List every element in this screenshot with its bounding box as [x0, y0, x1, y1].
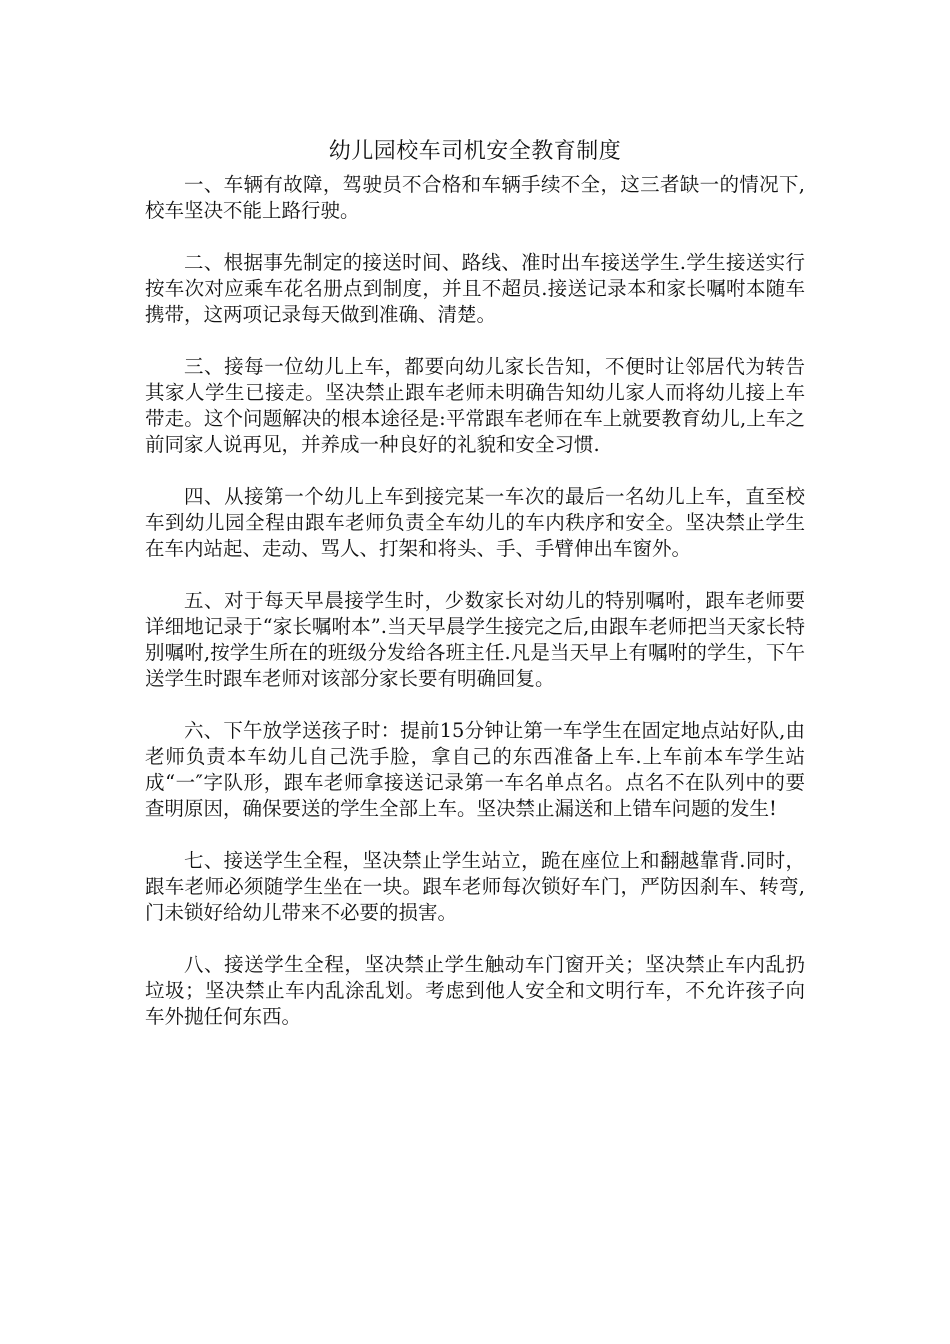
document-title: 幼儿园校车司机安全教育制度 — [328, 139, 622, 164]
section-3-paragraph: 三、接每一位幼儿上车，都要向幼儿家长告知，不便时让邻居代为转告其家人学生已接走。坚决禁止跟车老师未明确告知幼儿家人而将幼儿接上车带走。这个问题解决的根本途径是:平常跟车老师在车上就要教育幼儿,上车之前同家人说再见，并养成一种良好的礼貌和安全习惯. — [145, 355, 805, 456]
document-body — [145, 138, 805, 1030]
section-7-paragraph: 七、接送学生全程，坚决禁止学生站立，跪在座位上和翻越靠背.同时，跟车老师必须随学生坐在一块。跟车老师每次锁好车门，严防因刹车、转弯,门未锁好给幼儿带来不必要的损害。 — [145, 849, 805, 924]
section-5-paragraph: 五、对于每天早晨接学生时，少数家长对幼儿的特别嘱咐，跟车老师要详细地记录于“家长嘱咐本”.当天早晨学生接完之后,由跟车老师把当天家长特别嘱咐,按学生所在的班级分发给各班主任.凡是当天早上有嘱咐的学生，下午送学生时跟车老师对该部分家长要有明确回复。 — [145, 589, 805, 690]
section-6-paragraph: 六、下午放学送孩子时：提前15分钟让第一车学生在固定地点站好队,由老师负责本车幼儿自己洗手脸，拿自己的东西准备上车.上车前本车学生站成“一″字队形，跟车老师拿接送记录第一车名单点名。点名不在队列中的要查明原因，确保要送的学生全部上车。坚决禁止漏送和上错车问题的发生! — [145, 719, 805, 820]
section-4-paragraph: 四、从接第一个幼儿上车到接完某一车次的最后一名幼儿上车，直至校车到幼儿园全程由跟车老师负责全车幼儿的车内秩序和安全。坚决禁止学生在车内站起、走动、骂人、打架和将头、手、手臂伸出车窗外。 — [145, 485, 805, 560]
section-1-paragraph: 一、车辆有故障，驾驶员不合格和车辆手续不全，这三者缺一的情况下,校车坚决不能上路行驶。 — [145, 173, 805, 222]
section-8-paragraph: 八、接送学生全程，坚决禁止学生触动车门窗开关；坚决禁止车内乱扔垃圾；坚决禁止车内乱涂乱划。考虑到他人安全和文明行车，不允许孩子向车外抛任何东西。 — [145, 953, 805, 1028]
section-2-paragraph: 二、根据事先制定的接送时间、路线、准时出车接送学生.学生接送实行按车次对应乘车花名册点到制度，并且不超员.接送记录本和家长嘱咐本随车携带，这两项记录每天做到准确、清楚。 — [145, 251, 805, 326]
